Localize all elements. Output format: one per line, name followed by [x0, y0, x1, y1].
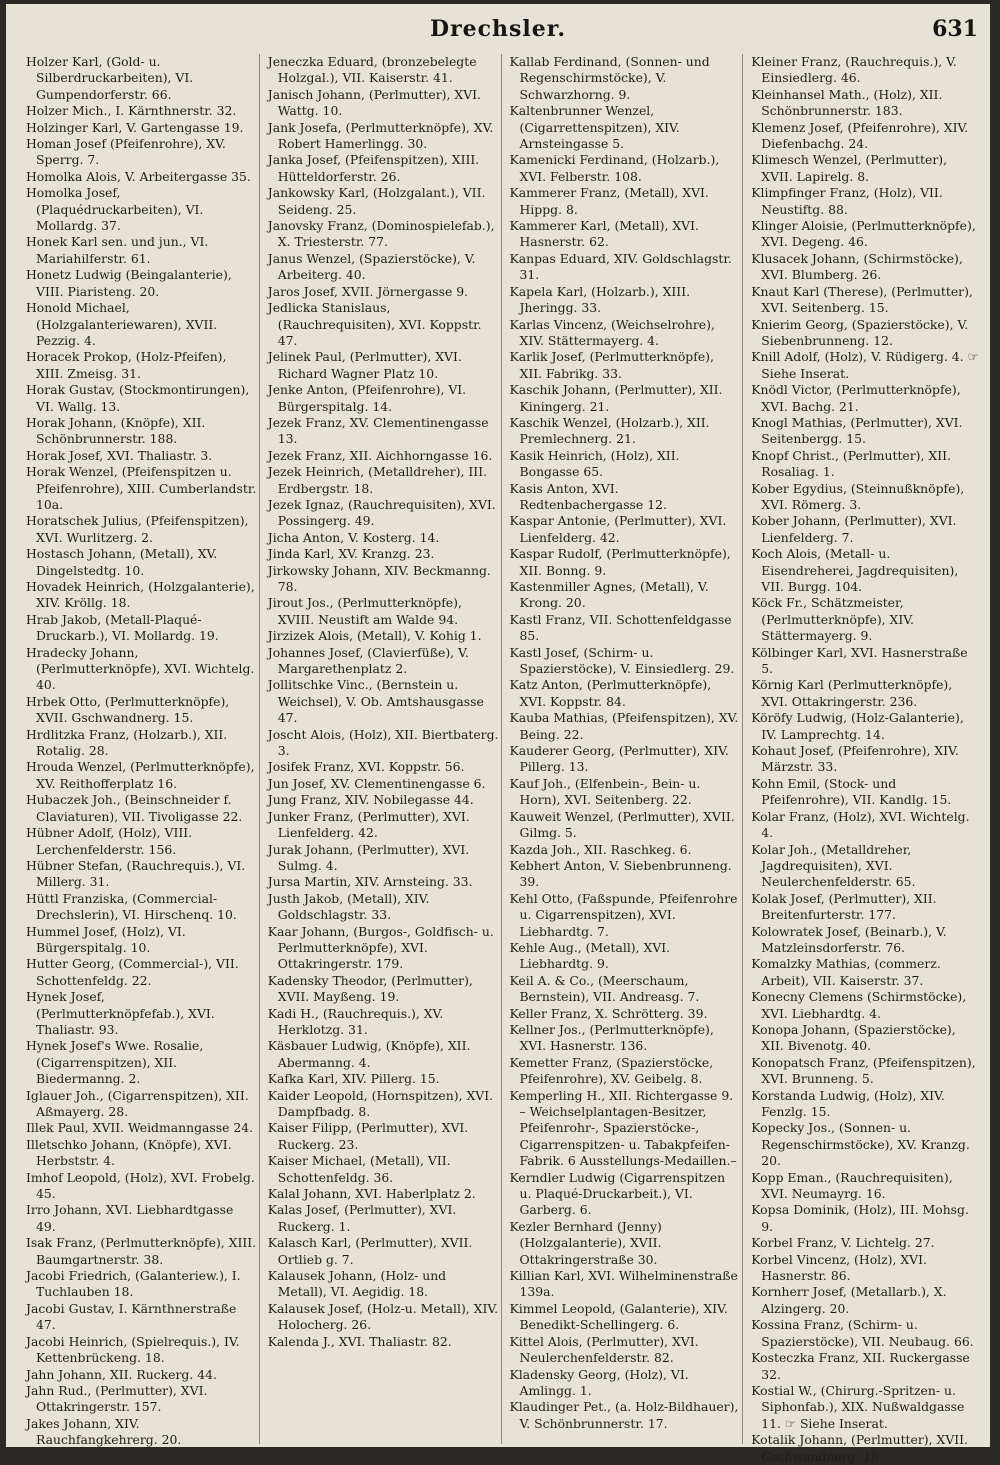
- directory-entry: Jezek Ignaz, (Rauchrequisiten), XVI. Possingerg. 49.: [267, 496, 496, 529]
- directory-entry: Horak Johann, (Knöpfe), XII. Schönbrunnerstr. 188.: [26, 414, 206, 447]
- directory-entry: Kossina Franz, (Schirm- u. Spazierstöcke), VII. Neubaug. 66.: [751, 1317, 974, 1349]
- directory-entry: Hrouda Wenzel, (Perlmutterknöpfe), XV. Reithofferplatz 16.: [26, 759, 255, 791]
- directory-entry: Honek Karl sen. und jun., VI. Mariahilferstr. 61.: [26, 234, 209, 266]
- directory-entry: Knogl Mathias, (Perlmutter), XVI. Seitenbergg. 15.: [751, 414, 963, 447]
- directory-entry: Hummel Josef, (Holz), VI. Bürgerspitalg. 10.: [26, 923, 186, 955]
- page-title: Drechsler.: [429, 16, 567, 42]
- directory-entry: Knaut Karl (Therese), (Perlmutter), XVI. Seitenberg. 15.: [751, 283, 973, 316]
- directory-entry: Kittel Alois, (Perlmutter), XVI. Neulerchenfelderstr. 82.: [509, 1333, 699, 1366]
- directory-entry: Jinda Karl, XV. Kranzg. 23.: [267, 546, 435, 562]
- directory-entry: Homan Josef (Pfeifenrohre), XV. Sperrg. 7.: [26, 136, 226, 168]
- directory-entry: Knill Adolf, (Holz), V. Rüdigerg. 4. ☞ Siehe Inserat.: [751, 349, 979, 381]
- directory-entry: Janka Josef, (Pfeifenspitzen), XIII. Hütteldorferstr. 26.: [267, 152, 480, 184]
- directory-entry: Kalasch Karl, (Perlmutter), XVII. Ortlieb g. 7.: [267, 1235, 473, 1267]
- directory-entry: Hübner Adolf, (Holz), VIII. Lerchenfelderstr. 156.: [26, 825, 193, 857]
- directory-entry: Kezler Bernhard (Jenny) (Holzgalanterie), XVII. Ottakringerstraße 30.: [509, 1218, 662, 1267]
- directory-entry: Jank Josefa, (Perlmutterknöpfe), XV. Robert Hamerlingg. 30.: [267, 119, 494, 152]
- directory-entry: Kolak Josef, (Perlmutter), XII. Breitenfurterstr. 177.: [751, 890, 937, 923]
- directory-entry: Homolka Alois, V. Arbeitergasse 35.: [26, 168, 251, 184]
- directory-entry: Kammerer Karl, (Metall), XVI. Hasnerstr. 62.: [509, 218, 699, 250]
- directory-entry: Kölbinger Karl, XVI. Hasnerstraße 5.: [751, 644, 968, 677]
- directory-entry: Hüttl Franziska, (Commercial-Drechslerin), VI. Hirschenq. 10.: [26, 890, 237, 923]
- directory-entry: Knopf Christ., (Perlmutter), XII. Rosaliag. 1.: [751, 447, 951, 480]
- directory-entry: Knödl Victor, (Perlmutterknöpfe), XVI. Bachg. 21.: [751, 382, 961, 414]
- directory-entry: Jakes Johann, XIV. Rauchfangkehrerg. 20.: [26, 1415, 182, 1448]
- directory-entry: Kaltenbrunner Wenzel, (Cigarrettenspitzen), XIV. Arnsteingasse 5.: [509, 103, 680, 152]
- directory-entry: Isak Franz, (Perlmutterknöpfe), XIII. Baumgartnerstr. 38.: [26, 1235, 257, 1267]
- directory-entry: Holzer Mich., I. Kärnthnerstr. 32.: [26, 103, 237, 119]
- directory-entry: Kotalik Johann, (Perlmutter), XVII. Gschwandnerg. 18.: [751, 1432, 968, 1464]
- directory-entry: Imhof Leopold, (Holz), XVI. Frobelg. 45.: [26, 1169, 255, 1202]
- directory-entry: Iglauer Joh., (Cigarrenspitzen), XII. Aßmayerg. 28.: [26, 1087, 249, 1119]
- directory-entry: Kaschik Johann, (Perlmutter), XII. Kiningerg. 21.: [509, 382, 723, 414]
- directory-entry: Kalausek Johann, (Holz- und Metall), VI. Aegidig. 18.: [267, 1268, 447, 1300]
- columns-container: [26, 54, 984, 1464]
- directory-entry: Junker Franz, (Perlmutter), XVI. Lienfelderg. 42.: [267, 808, 470, 841]
- directory-entry: Kleiner Franz, (Rauchrequis.), V. Einsiedlerg. 46.: [751, 54, 957, 86]
- directory-entry: Knierim Georg, (Spazierstöcke), V. Siebenbrunneng. 12.: [751, 316, 969, 348]
- directory-entry: Kaspar Antonie, (Perlmutter), XVI. Lienfelderg. 42.: [509, 513, 727, 545]
- directory-entry: Körnig Karl (Perlmutterknöpfe), XVI. Ottakringerstr. 236.: [751, 677, 953, 709]
- directory-entry: Kopp Eman., (Rauchrequisiten), XVI. Neumayrg. 16.: [751, 1169, 953, 1202]
- directory-entry: Klimesch Wenzel, (Perlmutter), XVII. Lapirelg. 8.: [751, 152, 948, 184]
- directory-entry: Honetz Ludwig (Beingalanterie), VIII. Piaristeng. 20.: [26, 267, 232, 299]
- directory-entry: Horak Gustav, (Stockmontirungen), VI. Wallg. 13.: [26, 382, 250, 414]
- directory-entry: Jedlicka Stanislaus, (Rauchrequisiten), XVI. Koppstr. 47.: [267, 300, 482, 348]
- directory-entry: Jelinek Paul, (Perlmutter), XVI. Richard Wagner Platz 10.: [267, 349, 462, 381]
- directory-entry: Komalzky Mathias, (commerz. Arbeit), VII. Kaiserstr. 37.: [751, 956, 941, 988]
- directory-entry: Kornherr Josef, (Metallarb.), X. Alzingerg. 20.: [751, 1284, 947, 1316]
- directory-entry: Kadensky Theodor, (Perlmutter), XVII. Mayßeng. 19.: [267, 972, 473, 1005]
- directory-entry: Hubaczek Joh., (Beinschneider f. Claviaturen), VII. Tivoligasse 22.: [26, 792, 243, 824]
- directory-entry: Horak Wenzel, (Pfeifenspitzen u. Pfeifenrohre), XIII. Cumberlandstr. 10a.: [26, 464, 257, 512]
- directory-entry: Jenke Anton, (Pfeifenrohre), VI. Bürgerspitalg. 14.: [267, 382, 467, 414]
- directory-entry: Kopsa Dominik, (Holz), III. Mohsg. 9.: [751, 1202, 969, 1234]
- directory-entry: Janisch Johann, (Perlmutter), XVI. Wattg. 10.: [267, 86, 481, 119]
- directory-entry: Kastl Franz, VII. Schottenfeldgasse 85.: [509, 611, 732, 644]
- directory-entry: Josifek Franz, XVI. Koppstr. 56.: [267, 759, 465, 775]
- directory-entry: Kasik Heinrich, (Holz), XII. Bongasse 65.: [509, 447, 680, 480]
- directory-entry: Klemenz Josef, (Pfeifenrohre), XIV. Diefenbachg. 24.: [751, 119, 969, 152]
- directory-entry: Irro Johann, XVI. Liebhardtgasse 49.: [26, 1202, 234, 1234]
- directory-entry: Kauderer Georg, (Perlmutter), XIV. Pillerg. 13.: [509, 743, 729, 775]
- column-3: [510, 54, 744, 1444]
- directory-entry: Kauf Joh., (Elfenbein-, Bein- u. Horn), XVI. Seitenberg. 22.: [509, 775, 701, 808]
- directory-entry: Kober Egydius, (Steinnußknöpfe), XVI. Römerg. 3.: [751, 480, 965, 512]
- directory-entry: Kapela Karl, (Holzarb.), XIII. Jheringg. 33.: [509, 283, 691, 316]
- directory-entry: Jacobi Heinrich, (Spielrequis.), IV. Kettenbrückeng. 18.: [26, 1333, 240, 1366]
- directory-entry: Kamenicki Ferdinand, (Holzarb.), XVI. Felberstr. 108.: [509, 152, 720, 184]
- directory-entry: Jezek Franz, XV. Clementinengasse 13.: [267, 414, 489, 447]
- directory-entry: Jaros Josef, XVII. Jörnergasse 9.: [267, 283, 469, 299]
- directory-entry: Hübner Stefan, (Rauchrequis.), VI. Millerg. 31.: [26, 857, 246, 890]
- directory-entry: Jollitschke Vinc., (Bernstein u. Weichsel), V. Ob. Amtshausgasse 47.: [267, 677, 484, 726]
- directory-entry: Jankowsky Karl, (Holzgalant.), VII. Seideng. 25.: [267, 185, 486, 217]
- directory-entry: Homolka Josef, (Plaquédruckarbeiten), VI. Mollardg. 37.: [26, 185, 204, 234]
- directory-entry: Johannes Josef, (Clavierfüße), V. Margarethenplatz 2.: [267, 644, 469, 677]
- directory-entry: Horak Josef, XVI. Thaliastr. 3.: [26, 447, 213, 463]
- directory-entry: Kopecky Jos., (Sonnen- u. Regenschirmstöcke), XV. Kranzg. 20.: [751, 1120, 970, 1169]
- directory-entry: Karlas Vincenz, (Weichselrohre), XIV. Stättermayerg. 4.: [509, 316, 715, 348]
- directory-entry: Korstanda Ludwig, (Holz), XIV. Fenzlg. 15.: [751, 1087, 945, 1119]
- directory-entry: Kaspar Rudolf, (Perlmutterknöpfe), XII. Bonng. 9.: [509, 546, 731, 578]
- directory-entry: Janovsky Franz, (Dominospielefab.), X. Triesterstr. 77.: [267, 218, 495, 250]
- directory-entry: Keller Franz, X. Schrötterg. 39.: [509, 1005, 708, 1021]
- directory-entry: Jacobi Gustav, I. Kärnthnerstraße 47.: [26, 1300, 237, 1333]
- directory-entry: Kastenmiller Agnes, (Metall), V. Krong. 20.: [509, 579, 709, 611]
- directory-entry: Horatschek Julius, (Pfeifenspitzen), XVI. Wurlitzerg. 2.: [26, 513, 249, 545]
- directory-entry: Jung Franz, XIV. Nobilegasse 44.: [267, 792, 474, 808]
- directory-entry: Kolar Franz, (Holz), XVI. Wichtelg. 4.: [751, 808, 970, 841]
- directory-entry: Illetschko Johann, (Knöpfe), XVI. Herbststr. 4.: [26, 1136, 232, 1169]
- directory-entry: Kemetter Franz, (Spazierstöcke, Pfeifenrohre), XV. Geibelg. 8.: [509, 1054, 714, 1087]
- column-4: [751, 54, 984, 1464]
- directory-entry: Jacobi Friedrich, (Galanteriew.), I. Tuchlauben 18.: [26, 1268, 241, 1300]
- directory-entry: Kauweit Wenzel, (Perlmutter), XVII. Gilmg. 5.: [509, 808, 735, 841]
- directory-entry: Kasis Anton, XVI. Redtenbachergasse 12.: [509, 480, 667, 512]
- directory-entry: Konopa Johann, (Spazierstöcke), XII. Bivenotg. 40.: [751, 1021, 956, 1054]
- directory-entry: Kafka Karl, XIV. Pillerg. 15.: [267, 1071, 440, 1087]
- directory-entry: Köröfy Ludwig, (Holz-Galanterie), IV. Lamprechtg. 14.: [751, 710, 964, 742]
- directory-entry: Klinger Aloisie, (Perlmutterknöpfe), XVI. Degeng. 46.: [751, 218, 976, 250]
- directory-entry: Horacek Prokop, (Holz-Pfeifen), XIII. Zmeisg. 31.: [26, 349, 227, 381]
- directory-entry: Hrdlitzka Franz, (Holzarb.), XII. Rotalig. 28.: [26, 726, 228, 759]
- directory-entry: Hynek Josef's Wwe. Rosalie, (Cigarrenspitzen), XII. Biedermanng. 2.: [26, 1038, 204, 1087]
- directory-entry: Köck Fr., Schätzmeister, (Perlmutterknöpfe), XIV. Stättermayerg. 9.: [751, 595, 914, 644]
- directory-entry: Kober Johann, (Perlmutter), XVI. Lienfelderg. 7.: [751, 513, 957, 545]
- directory-entry: Holzinger Karl, V. Gartengasse 19.: [26, 119, 244, 135]
- directory-entry: Kebhert Anton, V. Siebenbrunneng. 39.: [509, 857, 732, 890]
- directory-entry: Karlik Josef, (Perlmutterknöpfe), XII. Fabrikg. 33.: [509, 349, 714, 381]
- directory-entry: Holzer Karl, (Gold- u. Silberdruckarbeiten), VI. Gumpendorferstr. 66.: [26, 54, 194, 102]
- directory-entry: Honold Michael, (Holzgalanteriewaren), XVII. Pezzig. 4.: [26, 300, 218, 348]
- directory-entry: Kemperling H., XII. Richtergasse 9. – Weichselplantagen-Besitzer, Pfeifenrohr-, Spazierstöcke-, Cigarrenspitzen- u. Tabakpfeifen-Fabrik. 6 Ausstellungs-Medaillen.–: [509, 1087, 737, 1169]
- directory-entry: Jicha Anton, V. Kosterg. 14.: [267, 529, 440, 545]
- page-header: [6, 12, 990, 52]
- directory-entry: Jirzizek Alois, (Metall), V. Kohig 1.: [267, 628, 482, 644]
- directory-entry: Kalas Josef, (Perlmutter), XVI. Ruckerg. 1.: [267, 1202, 457, 1234]
- directory-entry: Kolar Joh., (Metalldreher, Jagdrequisiten), XVI. Neulerchenfelderstr. 65.: [751, 841, 916, 890]
- directory-entry: Korbel Vincenz, (Holz), XVI. Hasnerstr. 86.: [751, 1251, 927, 1284]
- directory-entry: Kazda Joh., XII. Raschkeg. 6.: [509, 841, 692, 857]
- directory-entry: Jurak Johann, (Perlmutter), XVI. Sulmg. 4.: [267, 841, 470, 873]
- directory-entry: Jeneczka Eduard, (bronzebelegte Holzgal.), VII. Kaiserstr. 41.: [267, 54, 477, 86]
- directory-entry: Konecny Clemens (Schirmstöcke), XVI. Liebhardtg. 4.: [751, 989, 967, 1021]
- directory-entry: Keil A. & Co., (Meerschaum, Bernstein), VII. Andreasg. 7.: [509, 972, 700, 1005]
- directory-entry: Kanpas Eduard, XIV. Goldschlagstr. 31.: [509, 250, 732, 283]
- directory-entry: Jezek Heinrich, (Metalldreher), III. Erdbergstr. 18.: [267, 464, 488, 496]
- directory-entry: Hynek Josef, (Perlmutterknöpfefab.), XVI. Thaliastr. 93.: [26, 989, 215, 1037]
- directory-entry: Kadi H., (Rauchrequis.), XV. Herklotzg. 31.: [267, 1005, 444, 1037]
- directory-entry: Jursa Martin, XIV. Arnsteing. 33.: [267, 874, 473, 890]
- directory-entry: Killian Karl, XVI. Wilhelminenstraße 139a.: [509, 1268, 738, 1300]
- directory-entry: Jirout Jos., (Perlmutterknöpfe), XVIII. Neustift am Walde 94.: [267, 595, 462, 627]
- directory-entry: Hovadek Heinrich, (Holzgalanterie), XIV. Kröllg. 18.: [26, 579, 255, 611]
- directory-entry: Käsbauer Ludwig, (Knöpfe), XII. Abermanng. 4.: [267, 1038, 471, 1070]
- directory-entry: Kellner Jos., (Perlmutterknöpfe), XVI. Hasnerstr. 136.: [509, 1021, 714, 1054]
- directory-entry: Kalenda J., XVI. Thaliastr. 82.: [267, 1333, 452, 1349]
- directory-entry: Kammerer Franz, (Metall), XVI. Hippg. 8.: [509, 185, 709, 217]
- directory-entry: Hostasch Johann, (Metall), XV. Dingelstedtg. 10.: [26, 546, 218, 578]
- directory-entry: Illek Paul, XVII. Weidmanngasse 24.: [26, 1120, 254, 1136]
- directory-entry: Jezek Franz, XII. Aichhorngasse 16.: [267, 447, 493, 463]
- directory-entry: Kaar Johann, (Burgos-, Goldfisch- u. Perlmutterknöpfe), XVI. Ottakringerstr. 179.: [267, 923, 494, 972]
- directory-entry: Klaudinger Pet., (a. Holz-Bildhauer), V. Schönbrunnerstr. 17.: [509, 1399, 739, 1431]
- directory-entry: Kaschik Wenzel, (Holzarb.), XII. Premlechnerg. 21.: [509, 414, 710, 447]
- directory-entry: Hrab Jakob, (Metall-Plaqué-Druckarb.), VI. Mollardg. 19.: [26, 611, 219, 644]
- directory-entry: Hutter Georg, (Commercial-), VII. Schottenfeldg. 22.: [26, 956, 239, 988]
- column-1: [26, 54, 260, 1448]
- directory-entry: Kostial W., (Chirurg.-Spritzen- u. Siphonfab.), XIX. Nußwaldgasse 11. ☞ Siehe Inserat.: [751, 1382, 965, 1431]
- directory-entry: Kladensky Georg, (Holz), VI. Amlingg. 1.: [509, 1366, 689, 1398]
- directory-entry: Kehle Aug., (Metall), XVI. Liebhardtg. 9.: [509, 939, 671, 972]
- directory-entry: Kleinhansel Math., (Holz), XII. Schönbrunnerstr. 183.: [751, 86, 943, 119]
- directory-entry: Kalal Johann, XVI. Haberlplatz 2.: [267, 1186, 476, 1202]
- directory-entry: Kaiser Michael, (Metall), VII. Schottenfeldg. 36.: [267, 1153, 451, 1185]
- directory-entry: Kastl Josef, (Schirm- u. Spazierstöcke), V. Einsiedlerg. 29.: [509, 644, 735, 677]
- directory-entry: Justh Jakob, (Metall), XIV. Goldschlagstr. 33.: [267, 890, 430, 923]
- directory-entry: Kalausek Josef, (Holz-u. Metall), XIV. Holocherg. 26.: [267, 1300, 499, 1333]
- directory-entry: Kaiser Filipp, (Perlmutter), XVI. Ruckerg. 23.: [267, 1120, 469, 1152]
- directory-entry: Kimmel Leopold, (Galanterie), XIV. Benedikt-Schellingerg. 6.: [509, 1300, 728, 1333]
- directory-entry: Kolowratek Josef, (Beinarb.), V. Matzleinsdorferstr. 76.: [751, 923, 947, 955]
- directory-entry: Kauba Mathias, (Pfeifenspitzen), XV. Being. 22.: [509, 710, 739, 742]
- directory-page: [6, 4, 990, 1464]
- directory-entry: Korbel Franz, V. Lichtelg. 27.: [751, 1235, 935, 1251]
- directory-entry: Kohn Emil, (Stock- und Pfeifenrohre), VII. Kandlg. 15.: [751, 775, 952, 808]
- directory-entry: Kallab Ferdinand, (Sonnen- und Regenschirmstöcke), V. Schwarzhorng. 9.: [509, 54, 710, 102]
- directory-entry: Konopatsch Franz, (Pfeifenspitzen), XVI. Brunneng. 5.: [751, 1054, 976, 1087]
- directory-entry: Janus Wenzel, (Spazierstöcke), V. Arbeiterg. 40.: [267, 250, 476, 283]
- directory-entry: Koch Alois, (Metall- u. Eisendreherei, Jagdrequisiten), VII. Burgg. 104.: [751, 546, 959, 594]
- directory-entry: Kerndler Ludwig (Cigarrenspitzen u. Plaqué-Druckarbeit.), VI. Garberg. 6.: [509, 1169, 726, 1218]
- page-number: 631: [932, 16, 978, 42]
- directory-entry: Katz Anton, (Perlmutterknöpfe), XVI. Koppstr. 84.: [509, 677, 712, 709]
- directory-entry: Klimpfinger Franz, (Holz), VII. Neustiftg. 88.: [751, 185, 943, 217]
- directory-entry: Kosteczka Franz, XII. Ruckergasse 32.: [751, 1350, 970, 1382]
- directory-entry: Klusacek Johann, (Schirmstöcke), XVI. Blumberg. 26.: [751, 250, 963, 283]
- directory-entry: Hradecky Johann, (Perlmutterknöpfe), XVI. Wichtelg. 40.: [26, 644, 255, 693]
- directory-entry: Kohaut Josef, (Pfeifenrohre), XIV. Märzstr. 33.: [751, 743, 959, 775]
- directory-entry: Joscht Alois, (Holz), XII. Biertbaterg. 3.: [267, 726, 499, 759]
- column-2: [268, 54, 502, 1444]
- directory-entry: Jun Josef, XV. Clementinengasse 6.: [267, 775, 486, 791]
- directory-entry: Kaider Leopold, (Hornspitzen), XVI. Dampfbadg. 8.: [267, 1087, 494, 1119]
- directory-entry: Hrbek Otto, (Perlmutterknöpfe), XVII. Gschwandnerg. 15.: [26, 693, 230, 726]
- directory-entry: Kehl Otto, (Faßspunde, Pfeifenrohre u. Cigarrenspitzen), XVI. Liebhardtg. 7.: [509, 890, 738, 939]
- directory-entry: Jirkowsky Johann, XIV. Beckmanng. 78.: [267, 562, 491, 594]
- directory-entry: Jahn Johann, XII. Ruckerg. 44.: [26, 1366, 217, 1382]
- directory-entry: Jahn Rud., (Perlmutter), XVI. Ottakringerstr. 157.: [26, 1382, 208, 1415]
